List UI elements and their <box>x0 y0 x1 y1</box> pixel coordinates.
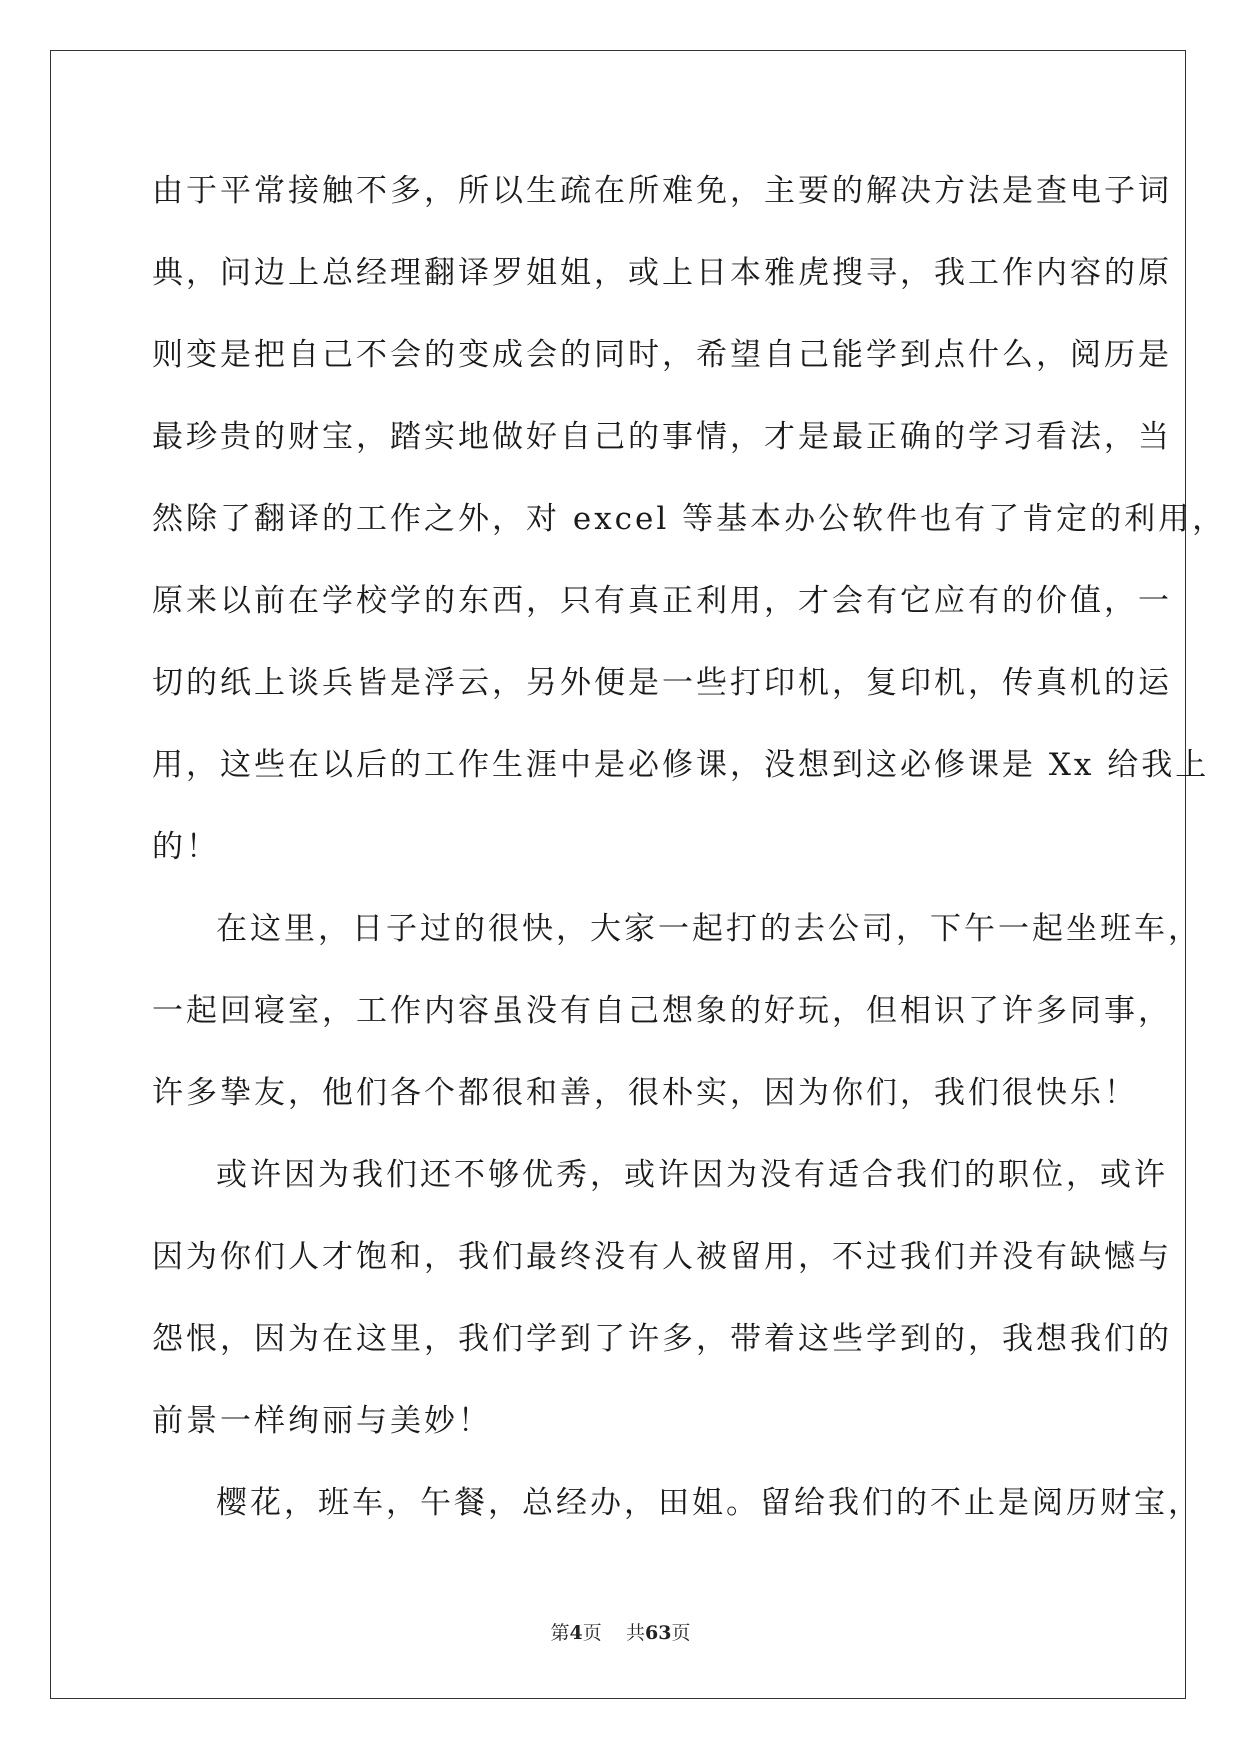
text-line: 则变是把自己不会的变成会的同时，希望自己能学到点什么，阅历是 <box>152 337 1172 373</box>
document-body <box>152 150 1227 1544</box>
total-label-prefix: 共 <box>625 1622 645 1644</box>
page-label-prefix: 第 <box>550 1622 570 1644</box>
total-pages: 63 <box>644 1622 672 1644</box>
text-line: 樱花，班车，午餐，总经办，田姐。留给我们的不止是阅历财宝， <box>216 1485 1202 1521</box>
text-line: 最珍贵的财宝，踏实地做好自己的事情，才是最正确的学习看法，当 <box>152 419 1172 455</box>
text-line: 前景一样绚丽与美妙！ <box>152 1403 492 1439</box>
page-label-suffix: 页 <box>582 1622 602 1644</box>
text-line: 的！ <box>152 829 220 865</box>
text-line: 由于平常接触不多，所以生疏在所难免，主要的解决方法是查电子词 <box>152 173 1172 209</box>
text-line: 因为你们人才饱和，我们最终没有人被留用，不过我们并没有缺憾与 <box>152 1239 1172 1275</box>
text-line: 或许因为我们还不够优秀，或许因为没有适合我们的职位，或许 <box>216 1157 1168 1193</box>
text-line: 切的纸上谈兵皆是浮云，另外便是一些打印机，复印机，传真机的运 <box>152 665 1172 701</box>
text-line: 用，这些在以后的工作生涯中是必修课，没想到这必修课是 Xx 给我上 <box>152 747 1210 783</box>
total-label-suffix: 页 <box>671 1622 691 1644</box>
page-footer <box>0 1618 1241 1645</box>
text-line: 许多挚友，他们各个都很和善，很朴实，因为你们，我们很快乐！ <box>152 1075 1138 1111</box>
text-line: 一起回寝室，工作内容虽没有自己想象的好玩，但相识了许多同事， <box>152 993 1172 1029</box>
text-line: 怨恨，因为在这里，我们学到了许多，带着这些学到的，我想我们的 <box>152 1321 1172 1357</box>
text-line: 典，问边上总经理翻译罗姐姐，或上日本雅虎搜寻，我工作内容的原 <box>152 255 1172 291</box>
page-number: 4 <box>569 1622 583 1644</box>
text-line: 然除了翻译的工作之外，对 excel 等基本办公软件也有了肯定的利用， <box>152 501 1227 537</box>
text-line: 在这里，日子过的很快，大家一起打的去公司，下午一起坐班车， <box>216 911 1202 947</box>
text-line: 原来以前在学校学的东西，只有真正利用，才会有它应有的价值，一 <box>152 583 1172 619</box>
